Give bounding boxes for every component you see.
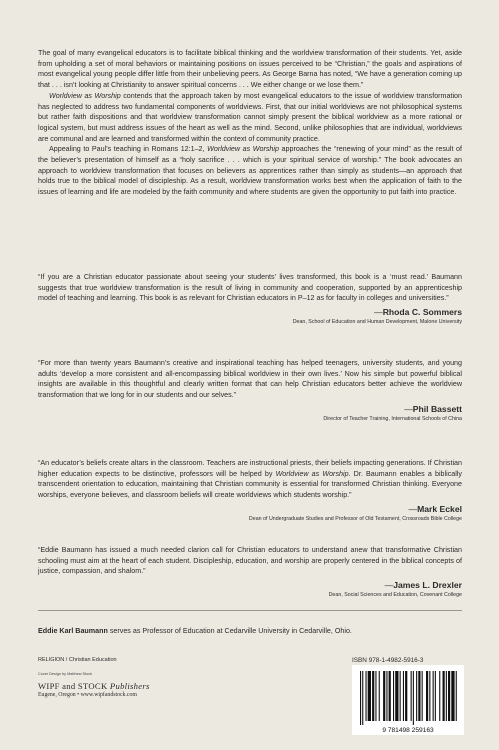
publisher-address: Eugene, Oregon • www.wipfandstock.com <box>38 692 137 698</box>
barcode-bar <box>426 671 428 721</box>
barcode-bar <box>451 671 454 721</box>
barcode-bar <box>372 671 374 721</box>
bisac-category: RELIGION / Christian Education <box>38 657 117 663</box>
endorsement <box>38 545 462 599</box>
endorsement-quote: “An educator’s beliefs create altars in the classroom. Teachers are instructional priests, their beliefs impacting generations. If Christian higher education expects to be distinctive, professors will be helped by Worldview as Worship. Dr. Baumann enables a biblically transcendent orientation to education, maintaining that Christian community is essential for transformed Christian thinking. Everyone worships, everyone believes, and classroom beliefs will create worldviews which students worship.” <box>38 459 462 500</box>
description-paragraph-3: Appealing to Paul’s teaching in Romans 12:1–2, Worldview as Worship approaches the “renewing of your mind” as the result of the believer’s presentation of himself as a “holy sacrifice . . . which is your spiritual service of worship.” The book advocates an approach to worldview transformation that focuses on believers as apprentices rather than simply as students—an approach that holds true to the biblical model of discipleship. As a result, worldview transformation works best when the application of faith to the issues of learning and life are modeled by the faith community and where students are given the opportunity to put faith into practice. <box>38 145 462 197</box>
barcode-bar <box>416 671 417 721</box>
barcode-bar <box>366 671 367 721</box>
endorser-affiliation: Dean of Undergraduate Studies and Professor of Old Testament, Crossroads Bible College <box>248 515 462 522</box>
barcode-bar <box>443 671 445 721</box>
barcode-bar <box>379 671 380 721</box>
endorsement <box>38 358 462 423</box>
author-bio: Eddie Karl Baumann serves as Professor of Education at Cedarville University in Cedarville, Ohio. <box>38 627 352 635</box>
barcode-bar <box>383 671 385 721</box>
barcode-digits: 9 781498 259163 <box>382 727 434 734</box>
cover-design-credit: Cover Design by Matthew Stock <box>38 672 93 676</box>
book-description <box>38 48 462 198</box>
description-paragraph-2: Worldview as Worship contends that the approach taken by most evangelical educators to the issue of worldview transformation has neglected to address two fundamental components of worldviews. First, that our initial worldviews are not philosophical systems but rather faith dispositions and that worldview transformation cannot simply present the biblical worldview as a more rational or logical system, but must address issues of the heart as well as the mind. Second, unlike philosophies that are individual, worldviews are communal and are learned and transformed within the context of community practice. <box>38 91 462 143</box>
barcode-bar <box>405 671 407 721</box>
barcode <box>352 665 464 735</box>
barcode-bar <box>456 671 457 721</box>
endorsement <box>38 458 462 523</box>
barcode-bar <box>386 671 387 721</box>
endorsement <box>38 272 462 326</box>
barcode-bar <box>433 671 434 721</box>
publisher-logo: WIPF and STOCK Publishers <box>38 681 150 691</box>
barcode-bar <box>422 671 423 721</box>
endorsement-quote: “For more than twenty years Baumann’s creative and inspirational teaching has helped teenagers, university students, and young adults ‘develop a more consistent and all-encompassing biblical worldview in their own lives.’ Now his simple but powerful biblical insights are available in this thoughtful and clearly written format that can help Christian educators better achieve the worldview transformation that we long for in our students and our selves.” <box>38 359 462 400</box>
barcode-bar <box>360 671 361 725</box>
endorser-name: —James L. Drexler <box>384 580 462 591</box>
barcode-bar <box>418 671 420 721</box>
barcode-bar <box>413 671 414 725</box>
endorser-name: —Mark Eckel <box>408 503 462 514</box>
endorser-affiliation: Dean, School of Education and Human Development, Malone University <box>292 319 462 326</box>
barcode-icon <box>352 665 464 735</box>
barcode-bar <box>393 671 394 721</box>
barcode-bar <box>400 671 401 721</box>
barcode-bar <box>446 671 447 721</box>
endorser-affiliation: Dean, Social Sciences and Education, Covenant College <box>328 592 462 599</box>
book-title-italic: Worldview as Worship <box>207 145 279 154</box>
barcode-bar <box>411 671 412 721</box>
barcode-bar <box>395 671 398 721</box>
author-name: Eddie Karl Baumann <box>38 627 108 635</box>
barcode-bar <box>368 671 371 721</box>
barcode-bar <box>435 671 436 721</box>
book-title-italic: Worldview as Worship <box>275 469 349 478</box>
isbn: ISBN 978-1-4982-5916-3 <box>352 657 424 664</box>
barcode-bar <box>362 671 363 725</box>
endorsement-quote: “If you are a Christian educator passionate about seeing your students’ lives transformed, this book is a ‘must read.’ Baumann suggests that true worldview transformation is the result of living in community and cooperation, supported by an apprenticeship model of teaching and learning. This book is as relevant for Christian educators in P–12 as for faculty in colleges and universities.” <box>38 273 462 303</box>
book-title-italic: Worldview as Worship <box>49 91 121 100</box>
barcode-bar <box>389 671 391 721</box>
endorser-affiliation: Director of Teacher Training, International Schools of China <box>323 415 462 422</box>
barcode-bar <box>439 671 440 721</box>
divider-rule <box>38 610 462 611</box>
barcode-bar <box>375 671 376 721</box>
description-paragraph-1: The goal of many evangelical educators is to facilitate biblical thinking and the worldview transformation of their students. Yet, aside from upholding a set of moral behaviors or maintaining positions on issues perceived to be “Christian,” the goals and aspirations of most evangelical young people differ little from their unbelieving peers. As George Barna has noted, “We have a generation coming up that . . . isn’t looking at Christianity to answer spiritual concerns . . . We either change or we lose them.” <box>38 49 462 90</box>
barcode-bar <box>448 671 450 721</box>
endorser-name: —Phil Bassett <box>404 403 462 414</box>
barcode-bar <box>429 671 430 721</box>
endorser-name: —Rhoda C. Sommers <box>374 307 462 318</box>
endorsement-quote: “Eddie Baumann has issued a much needed clarion call for Christian educators to understand anew that transformative Christian schooling must aim at the heart of each student. Discipleship, education, and worship are properly centered in the biblical concepts of justice, compassion, and shalom.” <box>38 546 462 576</box>
barcode-bar <box>403 671 404 721</box>
